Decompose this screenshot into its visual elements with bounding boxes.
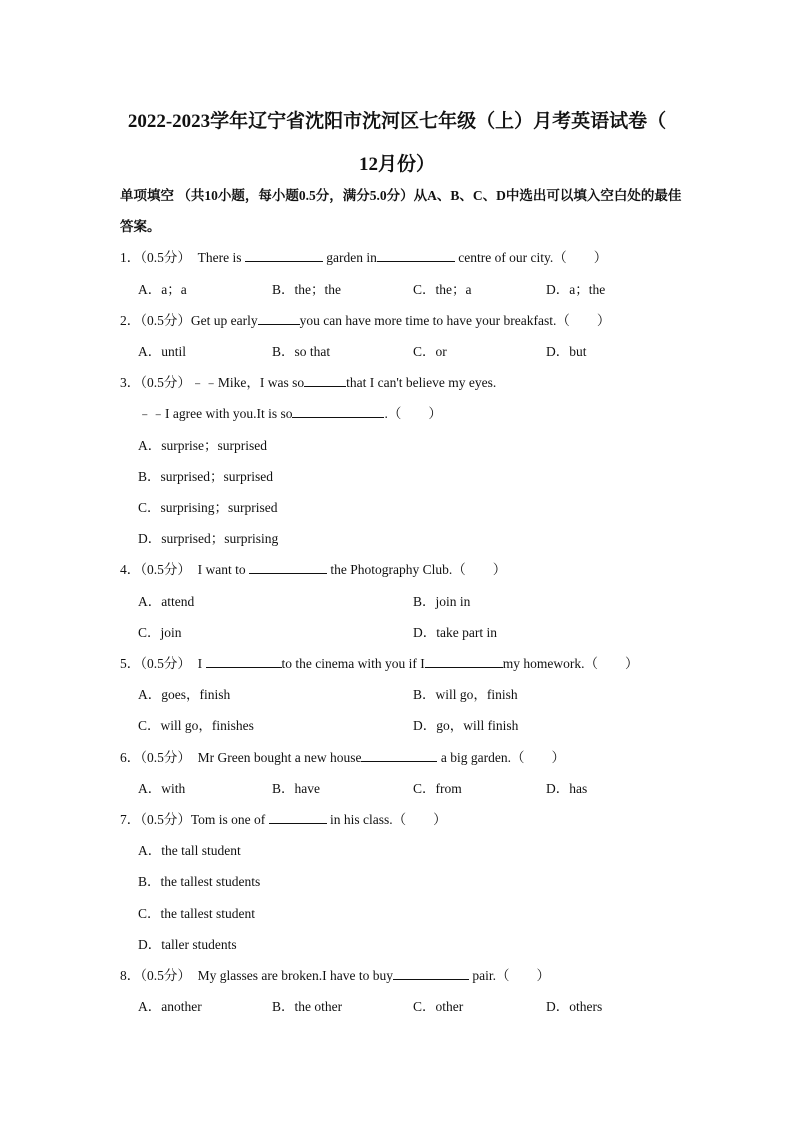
option-b[interactable]: B．surprised；surprised <box>138 469 273 484</box>
option-d[interactable]: D．go，will finish <box>413 718 519 733</box>
option-d[interactable]: D．has <box>546 781 588 796</box>
option-b[interactable]: B．have <box>272 781 320 796</box>
question-score: （0.5分） <box>140 562 191 577</box>
question-text: Get up early <box>190 313 258 328</box>
option-b[interactable]: B．the tallest students <box>138 874 261 889</box>
option-a[interactable]: A．a；a <box>138 282 187 297</box>
question-3 <box>120 373 720 393</box>
option-d[interactable]: D．a；the <box>546 282 606 297</box>
answer-blank[interactable] <box>206 654 282 668</box>
answer-blank[interactable] <box>258 311 300 325</box>
option-a[interactable]: A．surprise；surprised <box>138 438 267 453</box>
question-text: ﹣﹣Mike，I was so <box>190 375 305 390</box>
question-score: （0.5分） <box>140 656 191 671</box>
question-text: I <box>197 656 206 671</box>
option-b[interactable]: B．join in <box>413 594 471 609</box>
option-c[interactable]: C．other <box>413 999 464 1014</box>
question-text: My glasses are broken.I have to buy <box>197 968 393 983</box>
option-d[interactable]: D．but <box>546 344 587 359</box>
option-c[interactable]: C．the tallest student <box>138 906 255 921</box>
question-text: a big garden.（ ） <box>437 750 565 765</box>
question-score: （0.5分） <box>140 968 191 983</box>
question-7 <box>120 810 720 830</box>
option-c[interactable]: C．will go，finishes <box>138 718 254 733</box>
question-text: the Photography Club.（ ） <box>327 562 507 577</box>
question-5 <box>120 654 720 674</box>
option-c[interactable]: C．from <box>413 781 462 796</box>
question-text: .（ ） <box>384 406 442 421</box>
answer-blank[interactable] <box>292 404 384 418</box>
option-c[interactable]: C．or <box>413 344 447 359</box>
question-text: centre of our city.（ ） <box>454 250 608 265</box>
question-score: （0.5分） <box>140 250 191 265</box>
question-4 <box>120 560 720 580</box>
answer-blank[interactable] <box>245 248 323 262</box>
question-text: to the cinema with you if I <box>281 656 425 671</box>
answer-blank[interactable] <box>361 748 437 762</box>
question-number: 8． <box>120 968 141 983</box>
question-text: ﹣﹣I agree with you.It is so <box>138 406 293 421</box>
option-d[interactable]: D．others <box>546 999 603 1014</box>
page-title-line-2: 12月份） <box>358 154 435 175</box>
question-number: 7． <box>120 812 141 827</box>
question-text: garden in <box>322 250 377 265</box>
question-number: 1． <box>120 250 141 265</box>
option-d[interactable]: D．surprised；surprising <box>138 531 279 546</box>
question-3-line-2 <box>138 404 738 424</box>
question-8 <box>120 966 720 986</box>
option-b[interactable]: B．so that <box>272 344 331 359</box>
question-score: （0.5分） <box>140 812 191 827</box>
option-d[interactable]: D．take part in <box>413 625 497 640</box>
option-b[interactable]: B．the other <box>272 999 343 1014</box>
question-number: 2． <box>120 313 141 328</box>
answer-blank[interactable] <box>249 560 327 574</box>
answer-blank[interactable] <box>304 373 346 387</box>
option-b[interactable]: B．the；the <box>272 282 341 297</box>
section-instructions: 单项填空 （共10小题，每小题0.5分，满分5.0分）从A、B、C、D中选出可以填入空白处的最佳答案。 <box>120 188 682 234</box>
option-d[interactable]: D．taller students <box>138 937 237 952</box>
option-c[interactable]: C．surprising；surprised <box>138 500 278 515</box>
question-text: Mr Green bought a new house <box>197 750 362 765</box>
option-b[interactable]: B．will go，finish <box>413 687 518 702</box>
question-text: that I can't believe my eyes. <box>346 375 497 390</box>
option-a[interactable]: A．with <box>138 781 186 796</box>
question-1 <box>120 248 720 268</box>
option-a[interactable]: A．another <box>138 999 202 1014</box>
option-c[interactable]: C．the；a <box>413 282 472 297</box>
question-number: 6． <box>120 750 141 765</box>
question-score: （0.5分） <box>140 750 191 765</box>
question-number: 5． <box>120 656 141 671</box>
question-text: you can have more time to have your breakfast.（ ） <box>299 313 611 328</box>
question-text: Tom is one of <box>190 812 269 827</box>
option-a[interactable]: A．until <box>138 344 187 359</box>
option-a[interactable]: A．the tall student <box>138 843 241 858</box>
question-text: in his class.（ ） <box>326 812 447 827</box>
option-a[interactable]: A．goes，finish <box>138 687 231 702</box>
question-text: I want to <box>197 562 249 577</box>
question-score: （0.5分） <box>140 313 191 328</box>
question-score: （0.5分） <box>140 375 191 390</box>
question-text: pair.（ ） <box>468 968 550 983</box>
question-2 <box>120 311 720 331</box>
answer-blank[interactable] <box>425 654 503 668</box>
question-text: There is <box>197 250 245 265</box>
answer-blank[interactable] <box>393 966 469 980</box>
option-c[interactable]: C．join <box>138 625 182 640</box>
option-a[interactable]: A．attend <box>138 594 195 609</box>
question-number: 4． <box>120 562 141 577</box>
question-text: my homework.（ ） <box>502 656 639 671</box>
answer-blank[interactable] <box>269 810 327 824</box>
question-6 <box>120 748 720 768</box>
question-number: 3． <box>120 375 141 390</box>
page-title-line-1: 2022-2023学年辽宁省沈阳市沈河区七年级（上）月考英语试卷（ <box>127 111 667 132</box>
answer-blank[interactable] <box>377 248 455 262</box>
